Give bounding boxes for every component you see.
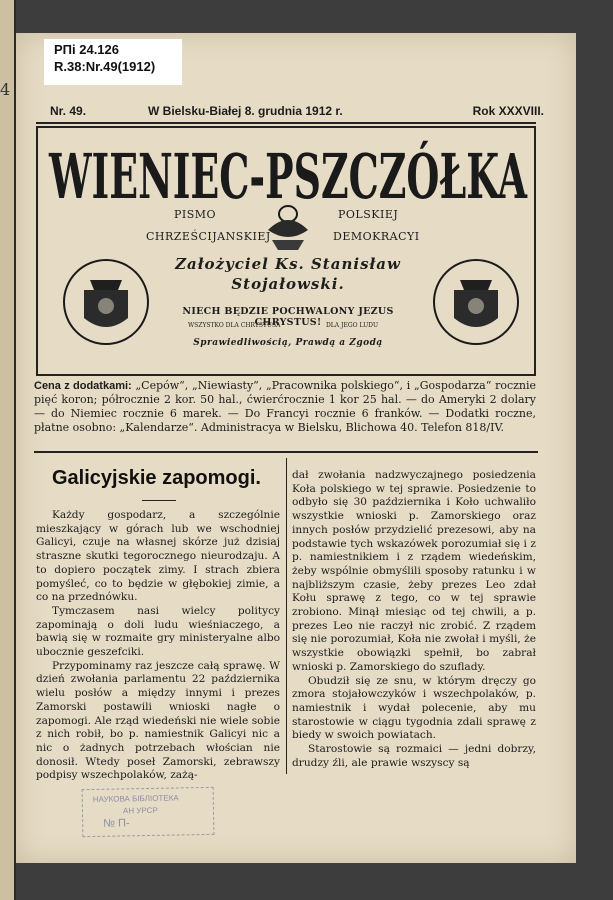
issue-number: Nr. 49. <box>50 104 87 118</box>
bee-emblem-icon <box>258 200 318 252</box>
issue-place-date: W Bielsku-Białej 8. grudnia 1912 r. <box>148 104 343 118</box>
library-stamp <box>82 787 215 837</box>
left-paragraph-2: Tymczasem nasi wielcy politycy zapominają o doli ludu wieśniaczego, a bawią się w rozmaite gry ministeryalne albo ubocznie geszefciki. <box>36 604 280 659</box>
sub-chrzescijanskiej: CHRZEŚCIJANSKIEJ <box>146 230 271 243</box>
founder-line-1: Założyciel Ks. Stanisław <box>175 255 401 273</box>
slogan: Sprawiedliwością, Prawdą a Zgodą <box>193 338 383 348</box>
masthead <box>36 126 536 376</box>
article-left-column <box>36 509 280 783</box>
masthead-title-text: WIENIEC-PSZCZÓŁKA <box>48 140 528 213</box>
sub-polskiej: POLSKIEJ <box>338 208 399 221</box>
section-rule <box>34 451 538 453</box>
founder-block <box>148 254 428 294</box>
right-paragraph-2: Obudził się ze snu, w którym dręczy go zmora stojałowczyków i wszechpolaków, p. namiestnik i wydał polecenie, aby mu starostowie w ciągu tygodnia zdali sprawę z biedy w swoich powiatach. <box>292 674 536 742</box>
stamp-line-3: № П- <box>103 817 130 830</box>
price-text: „Cepów“, „Niewiasty“, „Pracownika polskiego“, i „Gospodarza“ rocznie pięć koron; półrocznie 2 kor. 50 hal., ćwierćrocznie 1 kor 25 hal. — do Ameryki 2 dolary — do Niemiec rocznie 6 marek. — Do Francyi rocznie 6 franków. — Dodatki roczne, płatne osobno: „Kalendarze“. Administracya w Bielsku, Blichowa 40. Telefon 818/IV. <box>34 379 537 434</box>
sticker-line-2: R.38:Nr.49(1912) <box>54 59 156 74</box>
catalog-sticker <box>44 39 182 85</box>
stamp-line-1: НАУКОВА БІБЛІОТЕКА <box>92 793 179 804</box>
article-right-column <box>292 469 536 770</box>
motto-small-right: DLA JEGO LUDU <box>326 322 379 329</box>
article-headline: Galicyjskie zapomogi. <box>52 467 261 489</box>
sub-demokracyi: DEMOKRACYI <box>333 230 420 243</box>
motto: NIECH BĘDZIE POCHWALONY JEZUS CHRYSTUS! <box>182 306 394 328</box>
right-paragraph-3: Starostowie są rozmaici — jedni dobrzy, drudzy źli, ale prawie wszyscy są <box>292 743 536 769</box>
right-paragraph-1: dał zwołania nadzwyczajnego posiedzenia Koła polskiego w tej sprawie. Posiedzenie to odbyło się 30 października i Koło uchwaliło wszystkie wnioski p. Zamorskiego oraz innych posłów przydzielić prezesowi, aby na podstawie tych wskazówek porozumiał się i z p. namiestnikiem i z rządem wiedeńskim, żeby wspólnie obmyślili sposoby ratunku i w najbliższym czasie, żeby prezes Leo zdał Kołu sprawę z tego, co w tej sprawie zrobiono. Minął miesiąc od tej chwili, a p. prezes Leo nie raczył nic zrobić. Z rządem się nie porozumiał, Koła nie zwołał i myśli, że wszystkie obowiązki spełnił, bo zabrał wnioski p. Zamorskiego do szuflady. <box>292 469 536 673</box>
newspaper-page <box>16 33 576 863</box>
adjacent-page-edge <box>0 0 16 900</box>
issue-year: Rok XXXVIII. <box>472 104 544 118</box>
right-crest-icon <box>430 256 522 348</box>
motto-small-left: WSZYSTKO DLA CHRYSTUSA <box>188 322 281 329</box>
left-crest-icon <box>60 256 152 348</box>
sticker-line-1: РПі 24.126 <box>54 42 119 57</box>
founder-line-2: Stojałowski. <box>231 275 345 293</box>
top-rule <box>36 122 536 124</box>
margin-mark: 4 <box>0 80 11 99</box>
headline-divider <box>142 500 176 501</box>
stamp-line-2: АН УРСР <box>122 805 158 816</box>
column-divider <box>286 458 287 774</box>
price-notice <box>34 379 536 435</box>
left-paragraph-1: Każdy gospodarz, a szczególnie mieszkający w górach lub we wschodniej Galicyi, czuje na własnej skórze już dzisiaj straszne skutki tegorocznego nieurodzaju. A to dopiero początek zimy. I strach zbiera pomyśleć, co to będzie w głębokiej zimie, a co na przednówku. <box>36 509 280 604</box>
issue-line <box>50 104 544 120</box>
sub-pismo: PISMO <box>174 208 217 221</box>
left-paragraph-3: Przypominamy raz jeszcze całą sprawę. W dzień zwołania parlamentu 22 października wielu posłów a między innymi i prezes Zamorski postawili wnioski nagłe o zapomogi. Ale rząd wiedeński nie wiele sobie z nich robił, bo p. namiestnik Galicyi nic a nic o żadnych potrzebach włościan nie donosił. Wtedy poseł Zamorski, zebrawszy podpisy wszechpolaków, zażą- <box>36 659 280 782</box>
price-label: Cena z dodatkami: <box>34 380 132 392</box>
